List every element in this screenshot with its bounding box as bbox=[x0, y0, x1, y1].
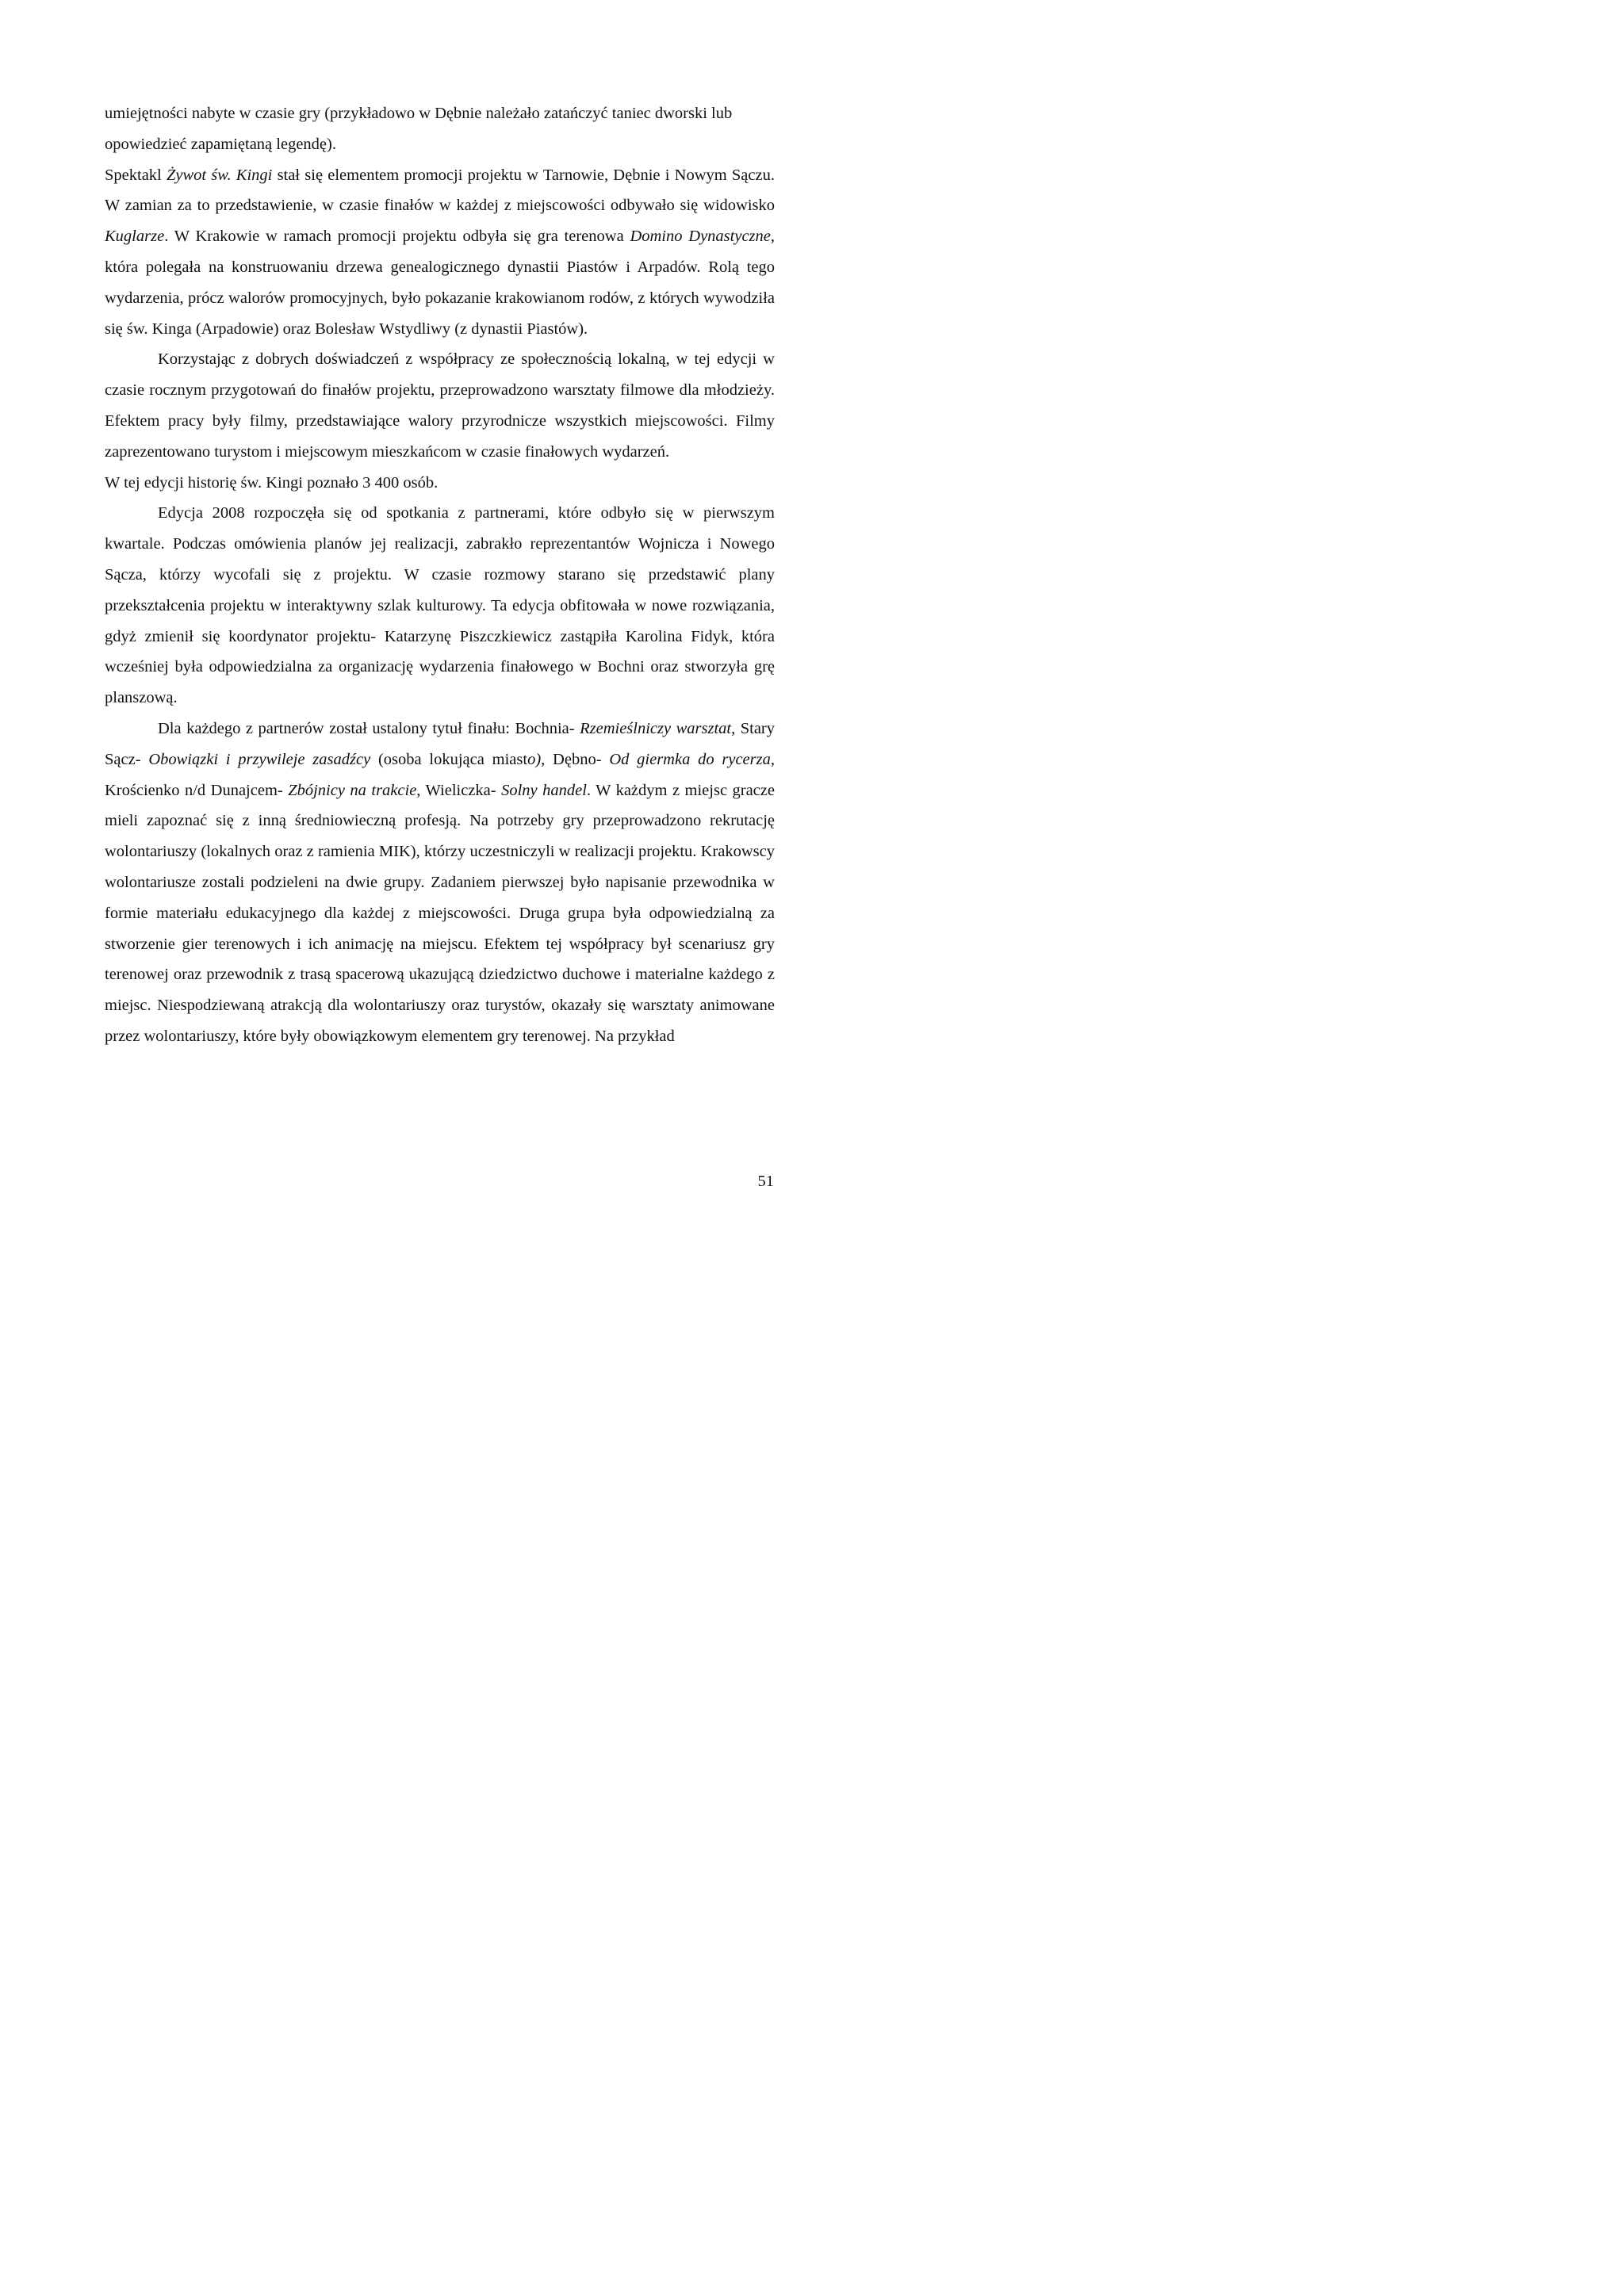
title-rzemieslniczy-warsztat: Rzemieślniczy warsztat bbox=[580, 719, 732, 737]
document-page bbox=[0, 0, 872, 1234]
body-text bbox=[105, 98, 775, 1052]
title-domino-dynastyczne: Domino Dynastyczne bbox=[630, 228, 771, 246]
paragraph-spektakl: Spektakl Żywot św. Kingi stał się elementem promocji projektu w Tarnowie, Dębnie i Nowym Sączu. W zamian za to przedstawienie, w czasie finałów w każdej z miejscowości odbywało się widowisko Kuglarze. W Krakowie w ramach promocji projektu odbyła się gra terenowa Domino Dynastyczne, która polegała na konstruowaniu drzewa genealogicznego dynastii Piastów i Arpadów. Rolą tego wydarzenia, prócz walorów promocyjnych, było pokazanie krakowianom rodów, z których wywodziła się św. Kinga (Arpadowie) oraz Bolesław Wstydliwy (z dynastii Piastów). bbox=[105, 166, 775, 338]
title-solny-handel: Solny handel bbox=[501, 781, 587, 799]
title-zywot-sw-kingi: Żywot św. Kingi bbox=[166, 166, 273, 184]
title-obowiazki-i-przywileje: Obowiązki i przywileje zasadźcy bbox=[148, 750, 371, 768]
page-number: 51 bbox=[757, 1173, 774, 1190]
title-kuglarze: Kuglarze bbox=[105, 228, 165, 246]
paragraph-edycja-2008: Edycja 2008 rozpoczęła się od spotkania z partnerami, które odbyło się w pierwszym kwartale. Podczas omówienia planów jej realizacji, zabrakło reprezentantów Wojnicza i Nowego Sącza, którzy wycofali się z projektu. W czasie rozmowy starano się przedstawić plany przekształcenia projektu w interaktywny szlak kulturowy. Ta edycja obfitowała w nowe rozwiązania, gdyż zmienił się koordynator projektu- Katarzynę Piszczkiewicz zastąpiła Karolina Fidyk, która wcześniej była odpowiedzialna za organizację wydarzenia finałowego w Bochni oraz stworzyła grę planszową. bbox=[105, 504, 775, 707]
paragraph-visitors: W tej edycji historię św. Kingi poznało 3 400 osób. bbox=[105, 473, 439, 492]
paragraph-continuation: umiejętności nabyte w czasie gry (przykładowo w Dębnie należało zatańczyć taniec dworski lub opowiedzieć zapamiętaną legendę). bbox=[105, 105, 733, 153]
paragraph-finals: Dla każdego z partnerów został ustalony tytuł finału: Bochnia- Rzemieślniczy warsztat, Stary Sącz- Obowiązki i przywileje zasadźcy (osoba lokująca miasto), Dębno- Od giermka do rycerza, Krościenko n/d Dunajcem- Zbójnicy na trakcie, Wieliczka- Solny handel. W każdym z miejsc gracze mieli zapoznać się z inną średniowieczną profesją. Na potrzeby gry przeprowadzono rekrutację wolontariuszy (lokalnych oraz z ramienia MIK), którzy uczestniczyli w realizacji projektu. Krakowscy wolontariusze zostali podzieleni na dwie grupy. Zadaniem pierwszej było napisanie przewodnika w formie materiału edukacyjnego dla każdej z miejscowości. Druga grupa była odpowiedzialną za stworzenie gier terenowych i ich animację na miejscu. Efektem tej współpracy był scenariusz gry terenowej oraz przewodnik z trasą spacerową ukazującą dziedzictwo duchowe i materialne każdego z miejsc. Niespodziewaną atrakcją dla wolontariuszy oraz turystów, okazały się warsztaty animowane przez wolontariuszy, które były obowiązkowym elementem gry terenowej. Na przykład bbox=[105, 719, 776, 1045]
paragraph-korzystajac: Korzystając z dobrych doświadczeń z współpracy ze społecznością lokalną, w tej edycji w czasie rocznym przygotowań do finałów projektu, przeprowadzono warsztaty filmowe dla młodzieży. Efektem pracy były filmy, przedstawiające walory przyrodnicze wszystkich miejscowości. Filmy zaprezentowano turystom i miejscowym mieszkańcom w czasie finałowych wydarzeń. bbox=[105, 350, 775, 461]
title-od-giermka-do-rycerza: Od giermka do rycerza bbox=[609, 750, 771, 768]
title-zbojnicy-na-trakcie: Zbójnicy na trakcie bbox=[288, 781, 417, 799]
